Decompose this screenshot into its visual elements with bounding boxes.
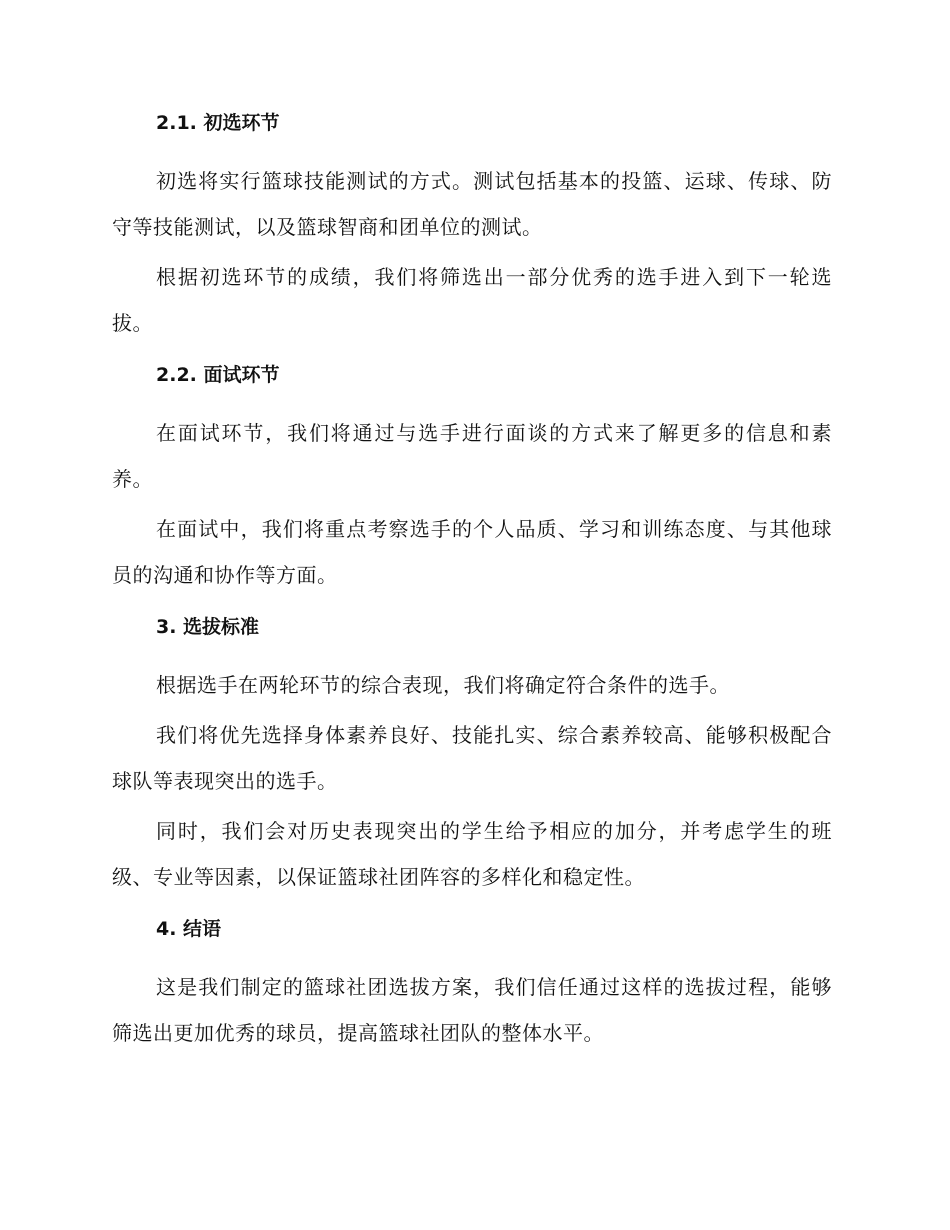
section-heading: 3. 选拔标准 <box>156 616 260 638</box>
section-initial-selection <box>112 108 832 346</box>
paragraph: 根据初选环节的成绩，我们将筛选出一部分优秀的选手进入到下一轮选拔。 <box>112 265 832 335</box>
paragraph: 在面试中，我们将重点考察选手的个人品质、学习和训练态度、与其他球员的沟通和协作等方面。 <box>112 517 832 587</box>
section-heading: 4. 结语 <box>156 918 222 940</box>
paragraph: 这是我们制定的篮球社团选拔方案，我们信任通过这样的选拔过程，能够筛选出更加优秀的球员，提高篮球社团队的整体水平。 <box>112 975 832 1045</box>
section-interview <box>112 360 832 598</box>
section-selection-criteria <box>112 612 832 900</box>
document-body <box>112 108 832 1060</box>
section-heading: 2.2. 面试环节 <box>156 364 280 386</box>
section-heading: 2.1. 初选环节 <box>156 112 280 134</box>
paragraph: 同时，我们会对历史表现突出的学生给予相应的加分，并考虑学生的班级、专业等因素，以保证篮球社团阵容的多样化和稳定性。 <box>112 819 832 889</box>
paragraph: 初选将实行篮球技能测试的方式。测试包括基本的投篮、运球、传球、防守等技能测试，以及篮球智商和团单位的测试。 <box>112 169 832 239</box>
paragraph: 我们将优先选择身体素养良好、技能扎实、综合素养较高、能够积极配合球队等表现突出的选手。 <box>112 723 832 793</box>
section-conclusion <box>112 914 832 1056</box>
paragraph: 根据选手在两轮环节的综合表现，我们将确定符合条件的选手。 <box>156 673 730 697</box>
paragraph: 在面试环节，我们将通过与选手进行面谈的方式来了解更多的信息和素养。 <box>112 421 832 491</box>
